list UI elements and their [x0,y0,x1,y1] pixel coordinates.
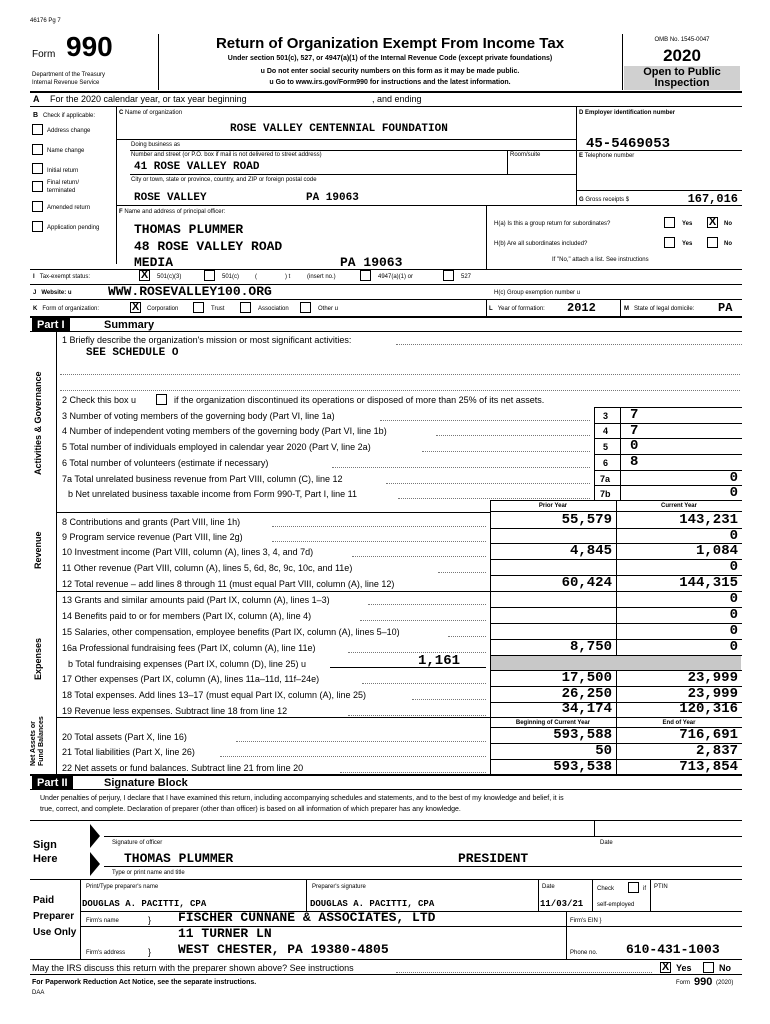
line15-current: 0 [729,623,738,639]
street-label: Number and street (or P.O. box if mail is not delivered to street address) [131,152,322,158]
line9-current: 0 [729,528,738,544]
line1-text: 1 Briefly describe the organization's mission or most significant activities: [62,335,352,345]
officer-sign-title: PRESIDENT [458,851,529,866]
line20-current: 716,691 [679,727,738,743]
here-label: Here [33,853,58,865]
line2-text: 2 Check this box u [62,395,137,405]
line1-value: SEE SCHEDULE O [86,347,179,359]
begin-year-header: Beginning of Current Year [515,720,591,726]
line18-current: 23,999 [687,686,738,702]
line6-text: 6 Total number of volunteers (estimate if necessary) [62,458,269,468]
line12-text: 12 Total revenue – add lines 8 through 11 (must equal Part VIII, column (A), line 12) [62,579,395,589]
use-only-label: Use Only [33,927,77,938]
inspection: Inspection [654,77,710,89]
k-text: Form of organization: [42,306,100,312]
initial-return-label: Initial return [47,168,79,174]
open-public: Open to Public [643,66,721,78]
line8-current: 143,231 [679,512,738,528]
line-a-ending: , and ending [372,94,422,104]
room-label: Room/suite [510,152,541,158]
527-checkbox[interactable] [443,270,454,281]
omb-number: OMB No. 1545-0047 [654,37,710,43]
ha-yes-checkbox[interactable] [664,217,675,228]
website-value[interactable]: WWW.ROSEVALLEY100.ORG [108,284,272,299]
phone-label: Phone no. [570,950,598,956]
e-label: E [579,153,584,159]
line10-text: 10 Investment income (Part VIII, column (A), lines 3, 4, and 7d) [62,547,314,557]
line21-current: 2,837 [695,743,738,759]
firm-name: FISCHER CUNNANE & ASSOCIATES, LTD [178,910,436,925]
association-label: Association [258,306,289,312]
line3-text: 3 Number of voting members of the governing body (Part VI, line 1a) [62,411,335,421]
discuss-no-checkbox[interactable] [703,962,714,973]
dept-treasury: Department of the Treasury [32,72,106,78]
org-city: ROSE VALLEY [134,192,207,204]
line5-value: 0 [630,438,639,454]
g-text: Gross receipts $ [585,197,630,203]
line16a-current: 0 [729,639,738,655]
footer-form-number: 990 [694,976,713,988]
sign-arrow-icon [88,824,102,876]
line12-current: 144,315 [679,575,738,591]
firm-ein-label: Firm's EIN } [570,918,602,924]
discuss-yes-checkbox[interactable]: X [661,961,670,973]
if-label: if [643,886,646,892]
e-text: Telephone number [584,153,635,159]
officer-city: MEDIA [134,255,174,270]
officer-street: 48 ROSE VALLEY ROAD [134,239,283,254]
name-change-checkbox[interactable] [32,144,43,155]
footer-form-year: (2020) [716,980,734,986]
line17-current: 23,999 [687,670,738,686]
sidebar-activities: Activities & Governance [33,371,43,475]
line4-text: 4 Number of independent voting members of the governing body (Part VI, line 1b) [62,426,387,436]
line7a-num: 7a [600,474,611,484]
line22-current: 713,854 [679,759,738,775]
line20-prior: 593,588 [553,727,612,743]
ha-no-checkbox[interactable]: X [708,216,717,228]
m-text: State of legal domicile: [634,306,695,312]
application-pending-label: Application pending [47,225,100,231]
j-text: Website: u [41,290,72,296]
line16b-value: 1,161 [418,653,461,669]
line2-desc: if the organization discontinued its operations or disposed of more than 25% of its net assets. [174,395,545,405]
d-label: D [579,110,584,116]
preparer-signature: DOUGLAS A. PACITTI, CPA [310,899,435,909]
sig-date-label: Date [600,840,613,846]
k-label: K [33,306,38,312]
line10-prior: 4,845 [569,543,612,559]
self-employed-checkbox[interactable] [628,882,639,893]
year-formation: 2012 [567,301,596,315]
page-id: 46176 Pg 7 [30,18,61,24]
application-pending-checkbox[interactable] [32,221,43,232]
line-a-text: For the 2020 calendar year, or tax year beginning [50,94,247,104]
ha-text: H(a) Is this a group return for subordinates? [494,221,611,227]
name-change-label: Name change [47,148,85,154]
firm-address-line1: 11 TURNER LN [178,926,272,941]
self-employed-label: self-employed [597,902,635,908]
f-text: Name and address of principal officer: [124,209,226,215]
line7b-text: b Net unrelated business taxable income from Form 990-T, Part I, line 11 [68,489,357,499]
firm-name-arrow: } [148,915,152,925]
line4-value: 7 [630,423,639,439]
line12-prior: 60,424 [561,575,612,591]
g-label: G [579,197,584,203]
org-name: ROSE VALLEY CENTENNIAL FOUNDATION [230,123,448,135]
preparer-sig-label: Preparer's signature [312,884,366,890]
address-change-checkbox[interactable] [32,124,43,135]
c-text: Name of organization [125,110,183,116]
discuss-text: May the IRS discuss this return with the preparer shown above? See instructions [32,963,354,973]
line13-current: 0 [729,591,738,607]
line8-text: 8 Contributions and grants (Part VIII, line 1h) [62,517,241,527]
dba-label: Doing business as [131,142,181,148]
discuss-no-label: No [719,963,731,973]
officer-state-zip: PA 19063 [340,255,403,270]
officer-sign-name: THOMAS PLUMMER [124,851,234,866]
org-street: 41 ROSE VALLEY ROAD [134,161,260,173]
line16a-prior: 8,750 [569,639,612,655]
line7b-num: 7b [600,489,611,499]
association-checkbox[interactable] [240,302,251,313]
type-name-label: Type or print name and title [112,870,185,876]
4947-checkbox[interactable] [360,270,371,281]
line19-text: 19 Revenue less expenses. Subtract line 18 from line 12 [62,706,288,716]
line3-num: 3 [603,411,609,421]
preparer-label: Preparer [33,911,75,922]
daa-label: DAA [32,990,45,996]
perjury-line2: true, correct, and complete. Declaration of preparer (other than officer) is based on all information of which preparer has any knowledge. [40,806,461,813]
initial-return-checkbox[interactable] [32,163,43,174]
501c-paren-close: ) t [285,274,291,280]
line18-text: 18 Total expenses. Add lines 13–17 (must equal Part IX, column (A), line 25) [62,690,367,700]
501c-label: 501(c) [222,274,240,280]
paperwork-notice: For Paperwork Reduction Act Notice, see the separate instructions. [32,979,257,986]
amended-return-label: Amended return [47,205,91,211]
527-label: 527 [461,274,472,280]
preparer-name-label: Print/Type preparer's name [86,884,159,890]
part1-title: Summary [104,319,155,331]
line7a-value: 0 [729,470,738,486]
prior-year-header: Prior Year [538,503,568,509]
sidebar-net-assets-b: Fund Balances [38,716,45,766]
line17-text: 17 Other expenses (Part IX, column (A), lines 11a–11d, 11f–24e) [62,674,320,684]
line19-prior: 34,174 [561,701,612,717]
j-label: J [33,290,37,296]
line5-text: 5 Total number of individuals employed in calendar year 2020 (Part V, line 2a) [62,442,371,452]
line5-num: 5 [603,442,609,452]
sidebar-expenses: Expenses [33,637,43,680]
line16a-text: 16a Professional fundraising fees (Part IX, column (A), line 11e) [62,643,316,653]
hb-text: H(b) Are all subordinates included? [494,241,588,247]
corporation-checkbox[interactable]: X [131,301,140,313]
hb-yes-checkbox[interactable] [664,237,675,248]
address-change-label: Address change [47,128,91,134]
city-label: City or town, state or province, country, and ZIP or foreign postal code [131,177,317,183]
sidebar-net-assets-a: Net Assets or [30,721,37,766]
firm-address-line2: WEST CHESTER, PA 19380-4805 [178,942,389,957]
line7a-text: 7a Total unrelated business revenue from Part VIII, column (C), line 12 [62,474,343,484]
line21-text: 21 Total liabilities (Part X, line 26) [62,747,195,757]
c-label: C [119,110,124,116]
line22-text: 22 Net assets or fund balances. Subtract line 21 from line 20 [62,763,304,773]
footer-form-word: Form [676,980,690,986]
form-title: Return of Organization Exempt From Income Tax [215,35,565,52]
i-label: I [33,274,35,280]
l-text: Year of formation: [497,306,545,312]
line14-text: 14 Benefits paid to or for members (Part IX, column (A), line 4) [62,611,312,621]
ein-value: 45-5469053 [586,136,671,152]
insert-no: (insert no.) [307,274,336,280]
line-a-label: A [33,94,40,104]
form-subtitle: Under section 501(c), 527, or 4947(a)(1) of the Internal Revenue Code (except private foundations) [227,55,553,62]
line18-prior: 26,250 [561,686,612,702]
line-b-label: B [33,112,39,119]
amended-return-checkbox[interactable] [32,201,43,212]
check-label: Check [597,886,615,892]
state-domicile: PA [718,301,733,315]
m-label: M [624,306,629,312]
hb-note: If "No," attach a list. See instructions [552,257,649,263]
gross-receipts: 167,016 [687,192,738,206]
preparer-date: 11/03/21 [540,899,584,909]
d-text: Employer identification number [585,110,676,116]
instructions-notice: u Go to www.irs.gov/Form990 for instructions and the latest information. [269,79,511,86]
part2-label: Part II [32,776,73,790]
other-checkbox[interactable] [300,302,311,313]
discuss-yes-label: Yes [676,963,692,973]
hb-no-checkbox[interactable] [707,237,718,248]
line17-prior: 17,500 [561,670,612,686]
tax-year: 2020 [663,46,701,65]
final-return-checkbox[interactable] [32,181,43,192]
line10-current: 1,084 [695,543,738,559]
ha-no-label: No [724,221,732,227]
ha-yes-label: Yes [682,221,693,227]
line11-text: 11 Other revenue (Part VIII, column (A), lines 5, 6d, 8c, 9c, 10c, and 11e) [62,563,353,573]
preparer-date-label: Date [542,884,555,890]
form-number: 990 [66,31,113,62]
ptin-label: PTIN [654,884,668,890]
officer-name: THOMAS PLUMMER [134,222,244,237]
hb-no-label: No [724,241,732,247]
line-b-head: Check if applicable: [43,113,96,119]
terminated-label: terminated [47,188,76,194]
dept-irs: Internal Revenue Service [32,80,100,86]
501c3-checkbox[interactable]: X [140,269,149,281]
perjury-line1: Under penalties of perjury, I declare that I have examined this return, including accompanying schedules and statements, and to the best of my knowledge and belief, it is [40,795,564,802]
hb-yes-label: Yes [682,241,693,247]
firm-phone: 610-431-1003 [626,942,720,957]
corporation-label: Corporation [147,306,179,312]
line3-value: 7 [630,407,639,423]
form-word: Form [32,49,56,60]
firm-address-label: Firm's address [86,950,126,956]
l-label: L [489,306,493,312]
org-state-zip: PA 19063 [306,192,359,204]
line7b-value: 0 [729,485,738,501]
line20-text: 20 Total assets (Part X, line 16) [62,732,187,742]
sig-officer-label: Signature of officer [112,840,163,846]
line16b-text: b Total fundraising expenses (Part IX, column (D), line 25) u [68,659,306,669]
line6-value: 8 [630,454,639,470]
line22-prior: 593,538 [553,759,612,775]
ssn-notice: u Do not enter social security numbers on this form as it may be made public. [260,68,520,75]
line19-current: 120,316 [679,701,738,717]
line2-checkbox[interactable] [156,394,167,405]
line14-current: 0 [729,607,738,623]
line15-text: 15 Salaries, other compensation, employee benefits (Part IX, column (A), lines 5–10) [62,627,400,637]
4947-label: 4947(a)(1) or [378,274,414,280]
paid-label: Paid [33,895,55,906]
hc-text: H(c) Group exemption number u [494,290,581,296]
trust-label: Trust [211,306,225,312]
other-label: Other u [318,306,339,312]
line21-prior: 50 [595,743,612,759]
end-year-header: End of Year [662,720,696,726]
501c-paren: ( [255,274,257,280]
line9-text: 9 Program service revenue (Part VIII, line 2g) [62,532,243,542]
501c3-label: 501(c)(3) [157,274,182,280]
trust-checkbox[interactable] [193,302,204,313]
sign-label: Sign [33,839,57,851]
i-text: Tax-exempt status: [39,274,91,280]
preparer-name: DOUGLAS A. PACITTI, CPA [82,899,207,909]
sidebar-revenue: Revenue [33,531,43,569]
line8-prior: 55,579 [561,512,612,528]
line11-current: 0 [729,559,738,575]
final-return-label: Final return/ [47,180,80,186]
firm-address-arrow: } [148,947,152,957]
line6-num: 6 [603,458,609,468]
current-year-header: Current Year [661,503,697,509]
f-label: F [119,209,123,215]
part2-title: Signature Block [104,777,188,789]
part1-label: Part I [32,318,70,332]
501c-checkbox[interactable] [204,270,215,281]
firm-name-label: Firm's name [86,918,119,924]
line4-num: 4 [603,426,609,436]
line13-text: 13 Grants and similar amounts paid (Part IX, column (A), lines 1–3) [62,595,330,605]
